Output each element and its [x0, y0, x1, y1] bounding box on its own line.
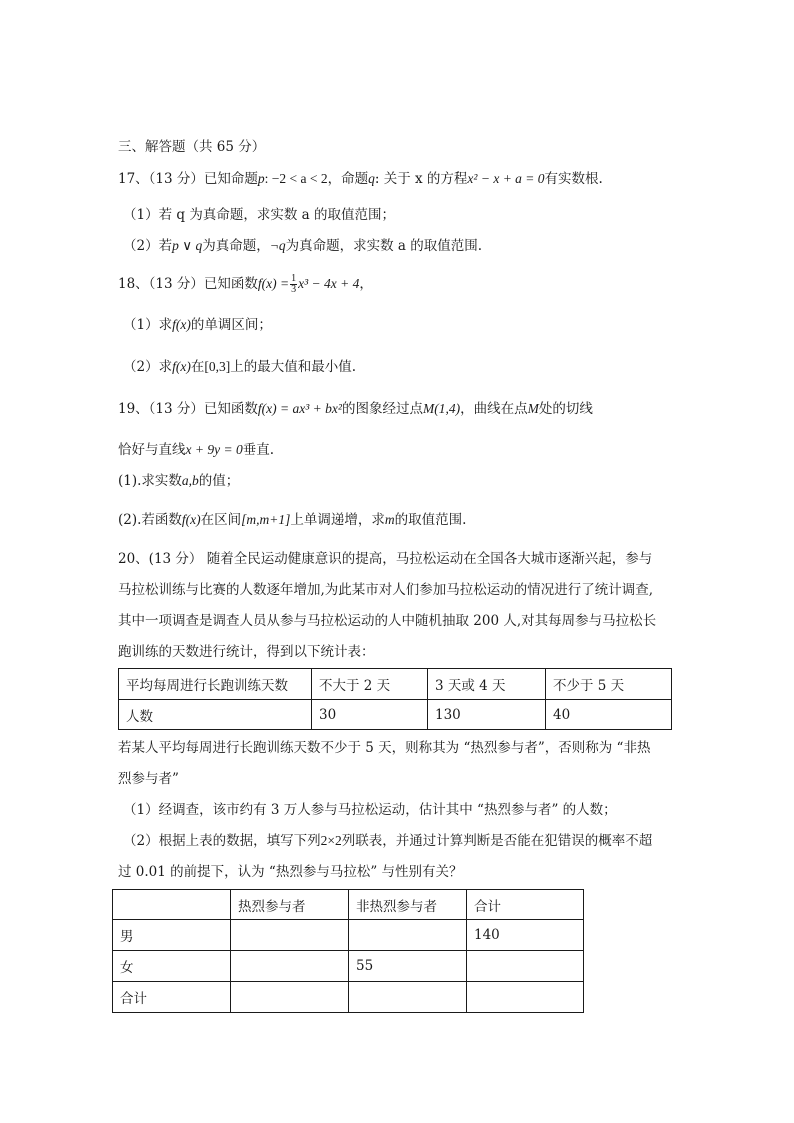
- q18-part2: [123, 357, 356, 377]
- q20-statistics-table: [118, 668, 672, 730]
- table-cell: [467, 982, 584, 1013]
- table-header-cell: 不大于 2 天: [312, 669, 428, 700]
- q19-part2: [118, 510, 466, 530]
- q19-mid3: 处的切线: [538, 401, 593, 417]
- table-cell: 女: [113, 951, 231, 982]
- q19-stem: [118, 399, 593, 419]
- q19-mid: 的图象经过点: [341, 401, 423, 417]
- q20-para-line-2: 马拉松训练与比赛的人数逐年增加,为此某市对人们参加马拉松运动的情况进行了统计调查,: [118, 582, 654, 598]
- q19-part2-d: 的取值范围.: [394, 512, 467, 528]
- section-title: 三、解答题（共 65 分）: [118, 139, 266, 155]
- q18-fraction: [290, 274, 297, 295]
- q20-part2-expr: 2×2: [320, 833, 342, 848]
- q20-para-line-1: 20、(13 分） 随着全民运动健康意识的提高，马拉松运动在全国各大城市逐渐兴起，参与: [118, 551, 653, 567]
- q18-part1-f: f(x): [172, 317, 191, 332]
- table-cell: 55: [349, 951, 467, 982]
- q19-part1-a: (1).求实数: [118, 473, 182, 489]
- table-cell: [467, 951, 584, 982]
- q19-part1: [118, 471, 239, 491]
- q19-part2-a: (2).若函数: [118, 512, 182, 528]
- table-row: [113, 920, 584, 951]
- q17-part2-a: （2）若: [123, 238, 173, 254]
- q17-part1: （1）若 q 为真命题，求实数 a 的取值范围；: [123, 207, 395, 223]
- q19-part2-interval: [m,m+1]: [241, 512, 291, 527]
- q18-part2-b: 在: [190, 359, 205, 375]
- table-row: [113, 951, 584, 982]
- q17-q-label: q: [368, 171, 375, 186]
- q19-line-equation: x + 9y = 0: [185, 442, 243, 457]
- q20-after-line-1: 若某人平均每周进行长跑训练天数不少于 5 天，则称其为 “热烈参与者”，否则称为 “非热: [118, 740, 651, 756]
- table-row: [119, 669, 672, 700]
- table-cell: [231, 982, 349, 1013]
- table-cell: 40: [546, 700, 672, 730]
- q17-prefix: 17、（13 分）已知命题: [118, 171, 258, 187]
- q19-part2-b: 在区间: [200, 512, 242, 528]
- q20-para-line-3: 其中一项调查是调查人员从参与马拉松运动的人中随机抽取 200 人,对其每周参与马拉松长: [118, 613, 657, 629]
- q19-stem-line2: [118, 440, 274, 460]
- q17-part2-expr: p ∨ q: [172, 238, 203, 253]
- q17-part2-neg: ¬q: [269, 238, 286, 253]
- q17-q-text: : 关于 x 的方程: [374, 171, 468, 187]
- q19-func: f(x) = ax³ + bx²: [257, 401, 342, 416]
- q19-part2-c: 上单调递增，求: [290, 512, 385, 528]
- table-cell: 130: [428, 700, 546, 730]
- table-cell: [349, 920, 467, 951]
- q20-part2-a: （2）根据上表的数据，填写下列: [123, 833, 321, 849]
- table-cell: 男: [113, 920, 231, 951]
- table-header-cell: 不少于 5 天: [546, 669, 672, 700]
- q19-line2-a: 恰好与直线: [118, 442, 186, 458]
- q18-frac-num: 1: [291, 273, 297, 284]
- q18-part1: [123, 315, 272, 335]
- q17-equation: x² − x + a = 0: [467, 171, 545, 186]
- table-header-cell: 3 天或 4 天: [428, 669, 546, 700]
- table-cell: 30: [312, 700, 428, 730]
- q17-part2-b: 为真命题，: [202, 238, 270, 254]
- q19-part1-b: 的值；: [198, 473, 240, 489]
- q20-para-line-4: 跑训练的天数进行统计，得到以下统计表：: [118, 644, 375, 660]
- q17-p-condition: : −2 < a < 2: [264, 171, 328, 186]
- q18-part2-c: 上的最大值和最小值.: [230, 359, 356, 375]
- q19-prefix: 19、（13 分）已知函数: [118, 401, 258, 417]
- q18-stem: [118, 274, 373, 295]
- q18-func-rest: x³ − 4x + 4: [298, 276, 360, 291]
- q18-prefix: 18、（13 分）已知函数: [118, 276, 258, 292]
- table-cell: [349, 982, 467, 1013]
- q17-suffix: 有实数根.: [544, 171, 603, 187]
- q20-part1: （1）经调查，该市约有 3 万人参与马拉松运动，估计其中 “热烈参与者” 的人数；: [123, 802, 617, 818]
- q18-part1-b: 的单调区间；: [190, 317, 272, 333]
- q18-part2-f: f(x): [172, 359, 191, 374]
- q17-p-label: p: [257, 171, 265, 186]
- q19-point-label: M: [527, 401, 539, 416]
- table-cell: 合计: [113, 982, 231, 1013]
- q19-mid2: ，曲线在点: [460, 401, 528, 417]
- q17-part2: [123, 236, 482, 256]
- q17-mid: ，命题: [327, 171, 369, 187]
- table-header-cell: 非热烈参与者: [349, 890, 467, 920]
- q19-part2-m: m: [384, 512, 395, 527]
- table-row: [113, 982, 584, 1013]
- q18-part2-interval: [0,3]: [204, 359, 231, 374]
- q18-frac-den: 3: [291, 284, 297, 295]
- table-cell: 人数: [119, 700, 312, 730]
- table-header-cell: [113, 890, 231, 920]
- q19-part1-vars: a,b: [181, 473, 199, 488]
- q19-part2-f: f(x): [181, 512, 201, 527]
- q20-after-line-2: 烈参与者”: [118, 771, 179, 787]
- table-row: [113, 890, 584, 920]
- q18-part1-a: （1）求: [123, 317, 173, 333]
- table-row: [119, 700, 672, 730]
- table-header-cell: 合计: [467, 890, 584, 920]
- table-header-cell: 平均每周进行长跑训练天数: [119, 669, 312, 700]
- q17-stem: [118, 169, 603, 189]
- q18-part2-a: （2）求: [123, 359, 173, 375]
- q20-contingency-table: [112, 889, 584, 1013]
- q20-part2-line2: 过 0.01 的前提下，认为 “热烈参与马拉松” 与性别有关？: [118, 864, 463, 880]
- q20-part2: [123, 831, 652, 851]
- table-cell: [231, 951, 349, 982]
- q18-suffix: ，: [359, 276, 373, 292]
- q18-func: f(x) =: [257, 276, 290, 291]
- table-header-cell: 热烈参与者: [231, 890, 349, 920]
- table-cell: 140: [467, 920, 584, 951]
- table-cell: [231, 920, 349, 951]
- q20-part2-b: 列联表，并通过计算判断是否能在犯错误的概率不超: [341, 833, 653, 849]
- q17-part2-c: 为真命题，求实数 a 的取值范围.: [285, 238, 483, 254]
- q19-point: M(1,4): [422, 401, 461, 416]
- q19-line2-b: 垂直.: [242, 442, 275, 458]
